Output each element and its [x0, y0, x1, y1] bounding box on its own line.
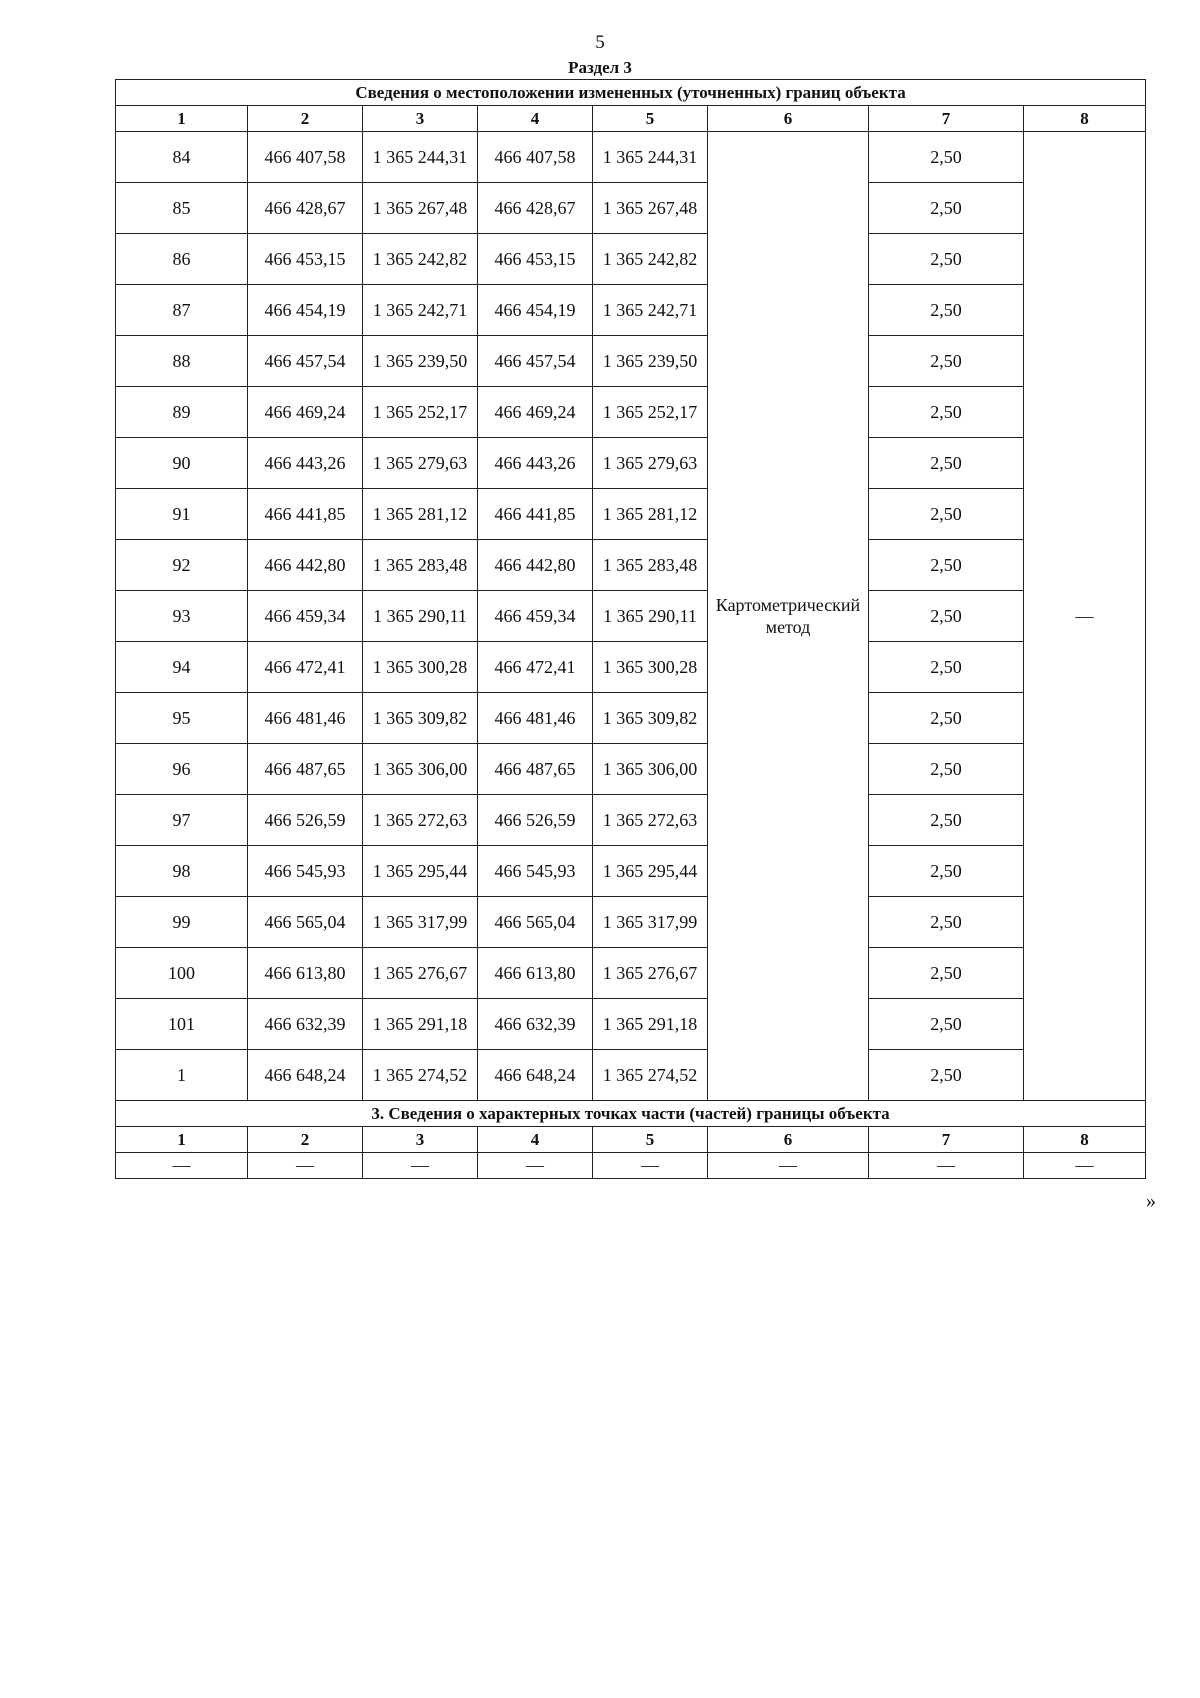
y-new: 1 365 239,50: [593, 336, 708, 387]
column-number: 6: [708, 1127, 869, 1153]
y-new: 1 365 291,18: [593, 999, 708, 1050]
column-number: 4: [478, 106, 593, 132]
table-row: [116, 795, 1146, 846]
point-number: 99: [116, 897, 248, 948]
table-row: [116, 693, 1146, 744]
x-new: 466 443,26: [478, 438, 593, 489]
accuracy-value: 2,50: [869, 693, 1024, 744]
x-existing: 466 481,46: [248, 693, 363, 744]
column-number: 4: [478, 1127, 593, 1153]
y-new: 1 365 252,17: [593, 387, 708, 438]
x-existing: 466 453,15: [248, 234, 363, 285]
point-number: 89: [116, 387, 248, 438]
x-new: 466 545,93: [478, 846, 593, 897]
empty-cell: —: [116, 1153, 248, 1179]
x-new: 466 454,19: [478, 285, 593, 336]
x-new: 466 469,24: [478, 387, 593, 438]
x-existing: 466 545,93: [248, 846, 363, 897]
x-existing: 466 632,39: [248, 999, 363, 1050]
empty-cell: —: [708, 1153, 869, 1179]
point-number: 85: [116, 183, 248, 234]
accuracy-value: 2,50: [869, 438, 1024, 489]
accuracy-value: 2,50: [869, 948, 1024, 999]
column-number: 8: [1024, 1127, 1146, 1153]
table-row: [116, 132, 1146, 183]
x-new: 466 441,85: [478, 489, 593, 540]
x-existing: 466 454,19: [248, 285, 363, 336]
empty-cell: —: [248, 1153, 363, 1179]
table-row: [116, 591, 1146, 642]
x-existing: 466 648,24: [248, 1050, 363, 1101]
y-new: 1 365 279,63: [593, 438, 708, 489]
column-number: 7: [869, 106, 1024, 132]
x-new: 466 613,80: [478, 948, 593, 999]
column-number: 3: [363, 106, 478, 132]
table-row: [116, 744, 1146, 795]
table-row: [116, 438, 1146, 489]
column-number: 5: [593, 106, 708, 132]
column-number: 6: [708, 106, 869, 132]
accuracy-value: 2,50: [869, 1050, 1024, 1101]
accuracy-value: 2,50: [869, 744, 1024, 795]
x-existing: 466 442,80: [248, 540, 363, 591]
accuracy-value: 2,50: [869, 132, 1024, 183]
y-new: 1 365 276,67: [593, 948, 708, 999]
empty-cell: —: [1024, 1153, 1146, 1179]
point-number: 98: [116, 846, 248, 897]
parts-empty-row: [116, 1153, 1146, 1179]
table-row: [116, 1050, 1146, 1101]
x-existing: 466 407,58: [248, 132, 363, 183]
point-number: 91: [116, 489, 248, 540]
y-new: 1 365 300,28: [593, 642, 708, 693]
x-existing: 466 459,34: [248, 591, 363, 642]
y-new: 1 365 244,31: [593, 132, 708, 183]
accuracy-value: 2,50: [869, 336, 1024, 387]
point-number: 92: [116, 540, 248, 591]
table-title-row: [116, 80, 1146, 106]
accuracy-value: 2,50: [869, 285, 1024, 336]
parts-title: 3. Сведения о характерных точках части (частей) границы объекта: [116, 1101, 1146, 1127]
empty-cell: —: [869, 1153, 1024, 1179]
accuracy-value: 2,50: [869, 795, 1024, 846]
table-row: [116, 234, 1146, 285]
x-existing: 466 428,67: [248, 183, 363, 234]
y-existing: 1 365 276,67: [363, 948, 478, 999]
accuracy-value: 2,50: [869, 897, 1024, 948]
point-number: 101: [116, 999, 248, 1050]
y-existing: 1 365 290,11: [363, 591, 478, 642]
accuracy-value: 2,50: [869, 999, 1024, 1050]
y-existing: 1 365 252,17: [363, 387, 478, 438]
y-existing: 1 365 242,82: [363, 234, 478, 285]
accuracy-value: 2,50: [869, 387, 1024, 438]
x-existing: 466 472,41: [248, 642, 363, 693]
y-new: 1 365 242,71: [593, 285, 708, 336]
x-existing: 466 469,24: [248, 387, 363, 438]
x-existing: 466 613,80: [248, 948, 363, 999]
point-number: 96: [116, 744, 248, 795]
y-existing: 1 365 244,31: [363, 132, 478, 183]
column-number: 2: [248, 1127, 363, 1153]
y-existing: 1 365 279,63: [363, 438, 478, 489]
x-existing: 466 565,04: [248, 897, 363, 948]
y-existing: 1 365 309,82: [363, 693, 478, 744]
x-new: 466 487,65: [478, 744, 593, 795]
column-number: 2: [248, 106, 363, 132]
point-number: 87: [116, 285, 248, 336]
x-new: 466 459,34: [478, 591, 593, 642]
table-row: [116, 999, 1146, 1050]
accuracy-value: 2,50: [869, 846, 1024, 897]
x-new: 466 565,04: [478, 897, 593, 948]
x-new: 466 428,67: [478, 183, 593, 234]
x-existing: 466 487,65: [248, 744, 363, 795]
table-row: [116, 897, 1146, 948]
page-number: 5: [595, 32, 605, 53]
x-new: 466 632,39: [478, 999, 593, 1050]
closing-quote: »: [1146, 1190, 1156, 1212]
x-new: 466 526,59: [478, 795, 593, 846]
x-new: 466 442,80: [478, 540, 593, 591]
point-number: 94: [116, 642, 248, 693]
y-existing: 1 365 274,52: [363, 1050, 478, 1101]
table-row: [116, 948, 1146, 999]
x-new: 466 457,54: [478, 336, 593, 387]
boundary-table: [115, 79, 1146, 1179]
empty-cell: —: [363, 1153, 478, 1179]
table-title: Сведения о местоположении измененных (уточненных) границ объекта: [116, 80, 1146, 106]
y-new: 1 365 317,99: [593, 897, 708, 948]
y-new: 1 365 281,12: [593, 489, 708, 540]
y-existing: 1 365 291,18: [363, 999, 478, 1050]
y-new: 1 365 242,82: [593, 234, 708, 285]
x-new: 466 481,46: [478, 693, 593, 744]
column-number: 1: [116, 1127, 248, 1153]
point-number: 1: [116, 1050, 248, 1101]
point-number: 84: [116, 132, 248, 183]
accuracy-value: 2,50: [869, 540, 1024, 591]
y-new: 1 365 295,44: [593, 846, 708, 897]
x-new: 466 648,24: [478, 1050, 593, 1101]
y-existing: 1 365 239,50: [363, 336, 478, 387]
point-number: 88: [116, 336, 248, 387]
table-row: [116, 285, 1146, 336]
y-existing: 1 365 267,48: [363, 183, 478, 234]
y-existing: 1 365 317,99: [363, 897, 478, 948]
y-existing: 1 365 295,44: [363, 846, 478, 897]
table-row: [116, 846, 1146, 897]
description-cell: —: [1024, 132, 1146, 1101]
method-cell: Картометрический метод: [708, 132, 869, 1101]
x-existing: 466 441,85: [248, 489, 363, 540]
table-row: [116, 540, 1146, 591]
point-number: 86: [116, 234, 248, 285]
y-existing: 1 365 306,00: [363, 744, 478, 795]
parts-title-row: [116, 1101, 1146, 1127]
accuracy-value: 2,50: [869, 489, 1024, 540]
x-new: 466 453,15: [478, 234, 593, 285]
x-existing: 466 443,26: [248, 438, 363, 489]
x-new: 466 407,58: [478, 132, 593, 183]
y-existing: 1 365 272,63: [363, 795, 478, 846]
table-row: [116, 642, 1146, 693]
point-number: 97: [116, 795, 248, 846]
y-existing: 1 365 281,12: [363, 489, 478, 540]
column-number: 5: [593, 1127, 708, 1153]
y-new: 1 365 272,63: [593, 795, 708, 846]
empty-cell: —: [593, 1153, 708, 1179]
point-number: 93: [116, 591, 248, 642]
parts-column-number-row: [116, 1127, 1146, 1153]
section-title: Раздел 3: [568, 58, 632, 77]
x-existing: 466 457,54: [248, 336, 363, 387]
accuracy-value: 2,50: [869, 183, 1024, 234]
empty-cell: —: [478, 1153, 593, 1179]
x-new: 466 472,41: [478, 642, 593, 693]
y-new: 1 365 306,00: [593, 744, 708, 795]
column-number: 8: [1024, 106, 1146, 132]
point-number: 95: [116, 693, 248, 744]
y-new: 1 365 309,82: [593, 693, 708, 744]
column-number: 3: [363, 1127, 478, 1153]
table-row: [116, 489, 1146, 540]
table-row: [116, 336, 1146, 387]
accuracy-value: 2,50: [869, 591, 1024, 642]
y-new: 1 365 290,11: [593, 591, 708, 642]
x-existing: 466 526,59: [248, 795, 363, 846]
table-row: [116, 183, 1146, 234]
point-number: 100: [116, 948, 248, 999]
point-number: 90: [116, 438, 248, 489]
accuracy-value: 2,50: [869, 642, 1024, 693]
y-new: 1 365 274,52: [593, 1050, 708, 1101]
column-number: 7: [869, 1127, 1024, 1153]
y-existing: 1 365 300,28: [363, 642, 478, 693]
column-number: 1: [116, 106, 248, 132]
y-new: 1 365 267,48: [593, 183, 708, 234]
y-existing: 1 365 242,71: [363, 285, 478, 336]
table-row: [116, 387, 1146, 438]
y-existing: 1 365 283,48: [363, 540, 478, 591]
y-new: 1 365 283,48: [593, 540, 708, 591]
accuracy-value: 2,50: [869, 234, 1024, 285]
column-number-row: [116, 106, 1146, 132]
